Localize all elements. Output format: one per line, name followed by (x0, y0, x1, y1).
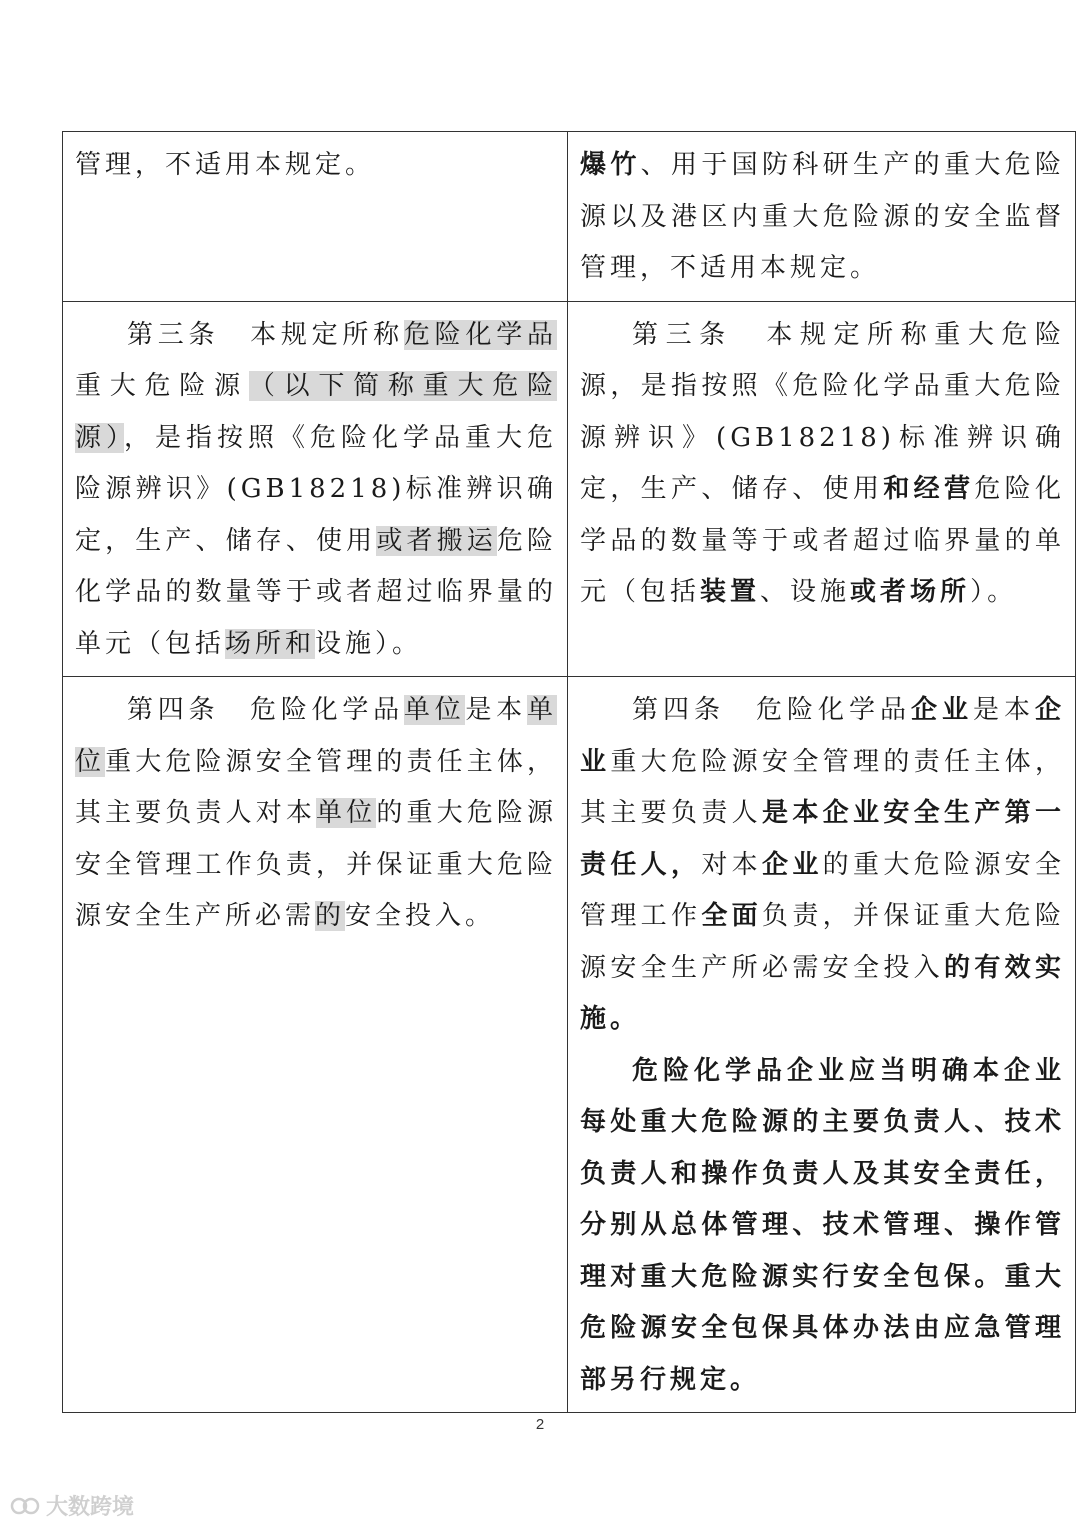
revised-text-cell (568, 301, 1076, 677)
text-segment: 设施）。 (315, 628, 423, 659)
bold-text: 企业 (762, 849, 823, 880)
watermark-text: 大数跨境 (46, 1495, 135, 1520)
text-segment: 的重大危险源安全管理工作负责，并保证重大危险源安全生产所必需 (75, 798, 557, 931)
bold-text: 爆竹 (580, 150, 641, 180)
highlighted-text: 单位 (316, 798, 377, 828)
text-segment: ）。 (970, 577, 1018, 607)
text-segment: 危险化学品的数量等于或者超过临界量的单元（包括 (580, 474, 1065, 607)
paragraph (75, 310, 557, 671)
text-segment: 负责，并保证重大危险源安全生产所必需安全投入 (580, 901, 1065, 983)
text-segment: 重大危险源 (75, 371, 249, 401)
bold-text: 装置 (700, 577, 761, 607)
bold-text: 和经营 (883, 474, 975, 504)
paragraph (75, 685, 557, 943)
text-segment: 、设施 (760, 577, 851, 607)
text-segment: 安全投入。 (345, 901, 496, 931)
table-row (63, 301, 1076, 677)
revised-text-cell (568, 132, 1076, 302)
text-segment: 重大危险源安全管理的责任主体，其主要负责人 (580, 746, 1065, 828)
text-segment: 是本 (465, 695, 527, 725)
text-segment: 管理，不适用本规定。 (75, 150, 376, 180)
highlighted-text: 单位 (403, 695, 466, 725)
revised-text-cell (568, 677, 1076, 1413)
paragraph (75, 140, 557, 192)
bold-text: 全面 (701, 901, 762, 931)
highlighted-text: 的 (315, 901, 346, 931)
original-text-cell (63, 301, 568, 677)
text-segment: 危险化学品的数量等于或者超过临界量的单元（包括 (75, 525, 557, 659)
paragraph (580, 1046, 1065, 1407)
watermark-logo-icon (10, 1495, 40, 1517)
table-row (63, 132, 1076, 302)
highlighted-text: 单位 (75, 695, 557, 777)
text-segment: 、用于国防科研生产的重大危险源以及港区内重大危险源的安全监督管理，不适用本规定。 (580, 150, 1065, 283)
text-segment: 是本 (972, 695, 1035, 725)
highlighted-text: 场所和 (225, 628, 316, 659)
paragraph (580, 140, 1065, 295)
paragraph (580, 685, 1065, 1046)
table-row (63, 677, 1076, 1413)
text-segment: 第四条 危险化学品 (632, 695, 911, 725)
highlighted-text: 或者搬运 (376, 525, 497, 556)
bold-text: 的有效实施。 (580, 952, 1065, 1034)
original-text-cell (63, 677, 568, 1413)
text-segment: 第三条 本规定所称 (127, 319, 404, 350)
highlighted-text: 危险化学品 (403, 319, 557, 350)
text-segment: 第三条 本规定所称重大危险源，是指按照《危险化学品重大危险源辨识》(GB18218)标准辨识确定，生产、储存、使用 (580, 319, 1065, 504)
bold-text: 或者场所 (850, 577, 971, 607)
text-segment: 对本 (701, 849, 762, 880)
comparison-table (62, 131, 1076, 1413)
highlighted-text: （以下简称重大危险源） (75, 371, 557, 453)
text-segment: ，是指按照《危险化学品重大危险源辨识》(GB18218)标准辨识确定，生产、储存、使用 (75, 422, 557, 556)
watermark (10, 1490, 134, 1521)
page-number: 2 (535, 1416, 545, 1433)
comparison-table-body (63, 132, 1076, 1413)
text-segment: 第四条 危险化学品 (127, 695, 404, 725)
paragraph (580, 310, 1065, 619)
original-text-cell (63, 132, 568, 302)
bold-text: 危险化学品企业应当明确本企业每处重大危险源的主要负责人、技术负责人和操作负责人及其安全责任，分别从总体管理、技术管理、操作管理对重大危险源实行安全包保。重大危险源安全包保具体办法由应急管理部另行规定。 (580, 1055, 1065, 1395)
bold-text: 企业 (910, 695, 973, 725)
text-segment: 重大危险源安全管理的责任主体，其主要负责人对本 (75, 746, 557, 828)
bold-text: 企业 (580, 695, 1065, 777)
text-segment: 的重大危险源安全管理工作 (580, 849, 1065, 931)
bold-text: 是本企业安全生产第一责任人， (580, 798, 1065, 880)
